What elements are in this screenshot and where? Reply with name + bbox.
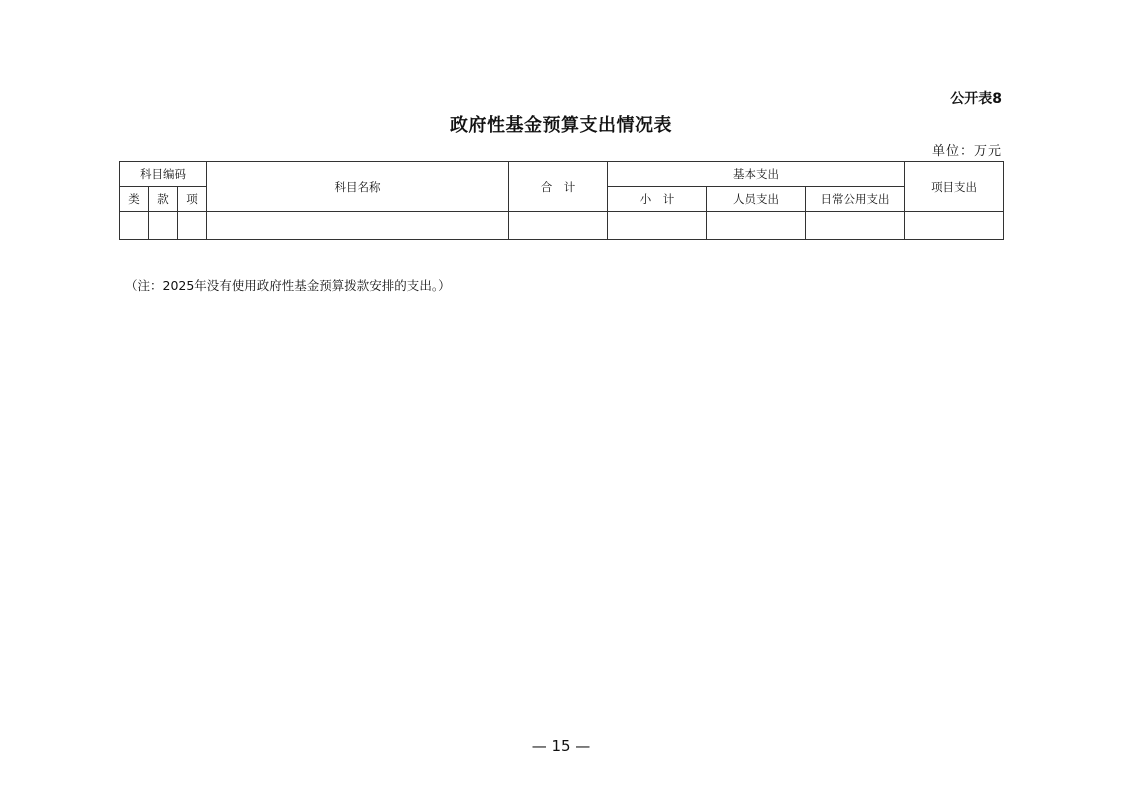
- table-row: [120, 212, 1004, 240]
- header-basic-expense: 基本支出: [608, 162, 905, 187]
- table-cell: [608, 212, 707, 240]
- page-number: — 15 —: [531, 737, 591, 755]
- budget-table: [119, 161, 1004, 240]
- header-personnel-expense: 人员支出: [707, 187, 806, 212]
- header-project-expense: 项目支出: [905, 162, 1004, 212]
- page-title: 政府性基金预算支出情况表: [450, 115, 672, 136]
- table-cell: [707, 212, 806, 240]
- table-cell: [207, 212, 509, 240]
- unit-label: 单位：万元: [931, 144, 1002, 159]
- table-cell: [509, 212, 608, 240]
- header-subject-name: 科目名称: [207, 162, 509, 212]
- table-cell: [120, 212, 149, 240]
- header-public-expense: 日常公用支出: [806, 187, 905, 212]
- table-cell: [149, 212, 178, 240]
- header-total: 合 计: [509, 162, 608, 212]
- header-code: 科目编码: [120, 162, 207, 187]
- form-number: 公开表8: [950, 91, 1002, 107]
- header-category: 类: [120, 187, 149, 212]
- header-subtotal: 小 计: [608, 187, 707, 212]
- table-cell: [178, 212, 207, 240]
- table-cell: [905, 212, 1004, 240]
- table-cell: [806, 212, 905, 240]
- header-section: 款: [149, 187, 178, 212]
- header-item: 项: [178, 187, 207, 212]
- footnote: （注：2025年没有使用政府性基金预算拨款安排的支出。）: [125, 278, 451, 293]
